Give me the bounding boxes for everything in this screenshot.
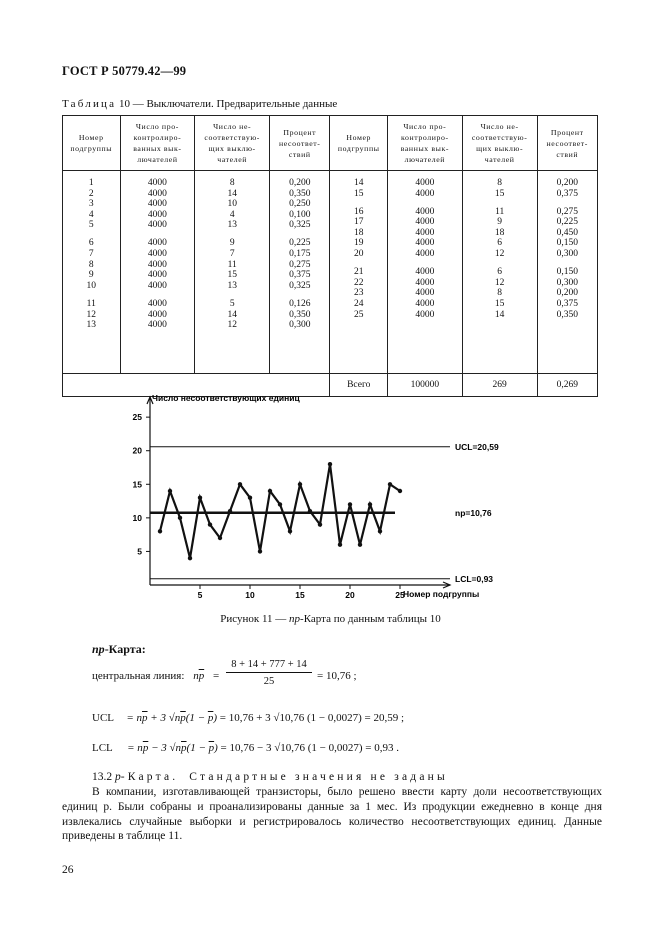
- data-point: [348, 502, 352, 506]
- table-cell: 15: [494, 188, 505, 199]
- control-line-label-center: np=10,76: [455, 507, 492, 518]
- table-cell: 0,300: [556, 249, 578, 260]
- table-cell: 0,375: [556, 298, 578, 309]
- total-percent: 0,269: [537, 374, 597, 397]
- table-cell: 9: [497, 217, 503, 228]
- equals-sign: =: [212, 670, 220, 682]
- np-title-text: -Карта:: [104, 642, 146, 656]
- table-cell: 6: [497, 238, 503, 249]
- y-axis-label: Число несоответствующих единиц: [152, 393, 300, 403]
- table-cell: 0,150: [556, 238, 578, 249]
- table-cell: 0,225: [289, 238, 311, 249]
- table-cell: 4000: [147, 199, 167, 210]
- np-chart-title: [92, 642, 146, 657]
- table-header-row: [63, 116, 598, 171]
- y-tick-label: 10: [132, 512, 142, 523]
- table-cell: 23: [353, 288, 364, 299]
- table-cell: 0,126: [289, 298, 311, 309]
- data-point: [308, 509, 312, 513]
- table-cell: 8: [497, 288, 503, 299]
- data-point: [278, 502, 282, 506]
- data-point: [368, 502, 372, 506]
- data-point: [198, 496, 202, 500]
- table-cell: 4000: [415, 206, 435, 217]
- col-right-subgroup: [330, 171, 388, 374]
- table-cell: 0,275: [556, 206, 578, 217]
- table-cell: 4000: [415, 227, 435, 238]
- table-cell: 0,350: [289, 188, 311, 199]
- data-point: [398, 489, 402, 493]
- table-cell: 4000: [415, 249, 435, 260]
- data-point: [318, 522, 322, 526]
- page-number: 26: [62, 864, 74, 876]
- table-cell: 4000: [415, 288, 435, 299]
- table-cell: 12: [494, 277, 505, 288]
- data-point: [228, 509, 232, 513]
- table-cell: 14: [227, 309, 237, 320]
- center-line-label: центральная линия:: [92, 670, 185, 682]
- data-point: [338, 543, 342, 547]
- table-cell: 4000: [147, 298, 167, 309]
- table-cell: 4000: [147, 309, 167, 320]
- body-paragraph: В компании, изготавливающей транзисторы, было решено ввести карту доли несоответствующих единиц p. Были собраны и проанализированы данные за 1 мес. Из продукции ежедневно в конце дня извлекались случайные выборки и регистрировалось количество несоответствующих единиц. Данные приведены в таблице 11.: [62, 786, 602, 843]
- np-title-italic: np: [92, 642, 105, 656]
- table-cell: 12: [86, 309, 96, 320]
- lcl-value-text: = 10,76 − 3 √10,76 (1 − 0,0027) = 0,93 .: [220, 742, 399, 754]
- col-header-inspected-left: Число про-контролиро-ванных вык-лючателей: [120, 116, 195, 171]
- col-header-percent-right: Процент несоответ-ствий: [537, 116, 597, 171]
- table-cell: 18: [494, 227, 505, 238]
- table-cell: 0,350: [556, 309, 578, 320]
- table-cell: 4000: [415, 298, 435, 309]
- table-cell: 24: [353, 298, 364, 309]
- center-result: = 10,76 ;: [317, 670, 357, 682]
- table-cell: 14: [494, 309, 505, 320]
- table-cell: 5: [88, 220, 94, 231]
- table-cell: 0,450: [556, 227, 578, 238]
- table-cell: 13: [86, 320, 96, 331]
- table-cell: 4000: [147, 220, 167, 231]
- data-table: [62, 115, 598, 397]
- table-cell: 0,325: [289, 280, 311, 291]
- table-cell: 9: [88, 270, 94, 281]
- table-cell: 0,300: [289, 320, 311, 331]
- data-point: [248, 496, 252, 500]
- table-cell: 0,100: [289, 209, 311, 220]
- col-right-nonconforming: [462, 171, 537, 374]
- table-cell: 15: [353, 188, 364, 199]
- x-axis-label: Номер подгруппы: [403, 589, 480, 599]
- table-cell: 15: [494, 298, 505, 309]
- table-cell: 4: [229, 209, 235, 220]
- table-cell: 14: [227, 188, 237, 199]
- table-cell: 0,250: [289, 199, 311, 210]
- data-point: [178, 516, 182, 520]
- table-cell: 8: [497, 178, 503, 188]
- x-tick-label: 10: [245, 590, 255, 600]
- y-tick-label: 5: [137, 546, 142, 557]
- table-cell: 20: [353, 249, 364, 260]
- table-cell: 1: [88, 178, 94, 188]
- lcl-formula: [92, 742, 399, 754]
- table-cell: 3: [88, 199, 94, 210]
- table-cell: 5: [229, 298, 235, 309]
- table-cell: 4000: [415, 309, 435, 320]
- table-cell: 0,200: [556, 288, 578, 299]
- ucl-value-text: = 10,76 + 3 √10,76 (1 − 0,0027) = 20,59 ;: [219, 712, 404, 724]
- table-cell: 0,150: [556, 267, 578, 278]
- table-cell: 0,300: [556, 277, 578, 288]
- col-header-percent-left: Процент несоответ-ствий: [270, 116, 330, 171]
- section-title-text: -Карта.: [120, 771, 179, 783]
- data-point: [158, 529, 162, 533]
- table-cell: 7: [88, 249, 94, 260]
- table-cell: 4000: [415, 238, 435, 249]
- col-right-percent: [537, 171, 597, 374]
- table-cell: 19: [353, 238, 364, 249]
- ucl-formula: [92, 712, 404, 724]
- table-cell: 0,325: [289, 220, 311, 231]
- table-cell: 8: [229, 178, 235, 188]
- total-nonconforming: 269: [462, 374, 537, 397]
- data-point: [168, 489, 172, 493]
- lcl-label: LCL: [92, 742, 113, 754]
- table-cell: 4000: [415, 178, 435, 188]
- x-tick-label: 25: [395, 590, 405, 600]
- section-subtitle: Стандартные значения не заданы: [189, 771, 448, 783]
- center-line-formula: [92, 670, 219, 682]
- table-cell: 0,375: [289, 270, 311, 281]
- col-left-subgroup: [63, 171, 121, 374]
- col-left-percent: [270, 171, 330, 374]
- control-line-label-lcl: LCL=0,93: [455, 573, 494, 584]
- table-cell: 4000: [147, 270, 167, 281]
- data-point: [268, 489, 272, 493]
- ucl-label: UCL: [92, 712, 114, 724]
- table-cell: 13: [227, 220, 237, 231]
- section-number: 13.2: [92, 771, 113, 783]
- np-chart: [100, 385, 530, 605]
- control-line-label-ucl: UCL=20,59: [455, 441, 499, 452]
- table-cell: 4000: [147, 280, 167, 291]
- section-heading: [92, 771, 448, 783]
- y-tick-label: 20: [132, 445, 142, 456]
- table-cell: 0,225: [556, 217, 578, 228]
- table-cell: 0,350: [289, 309, 311, 320]
- table-cell: 4000: [147, 178, 167, 188]
- data-point: [378, 529, 382, 533]
- table-cell: 2: [88, 188, 94, 199]
- y-tick-label: 15: [132, 479, 142, 490]
- data-point: [358, 543, 362, 547]
- y-tick-label: 25: [132, 412, 142, 423]
- table-cell: 4000: [147, 259, 167, 270]
- data-point: [218, 536, 222, 540]
- table-cell: 11: [495, 206, 505, 217]
- col-header-nonconforming-left: Число не-соответствую-щих выклю-чателей: [195, 116, 270, 171]
- table-cell: 4000: [147, 249, 167, 260]
- data-point: [188, 556, 192, 560]
- table-cell: 14: [353, 178, 364, 188]
- data-point: [288, 529, 292, 533]
- col-header-subgroup-left: Номер подгруппы: [63, 116, 121, 171]
- figure-caption-text: -Карта по данным таблицы 10: [300, 613, 441, 625]
- table-cell: 25: [353, 309, 364, 320]
- table-cell: 0,275: [289, 259, 311, 270]
- table-cell: 11: [227, 259, 237, 270]
- x-tick-label: 20: [345, 590, 355, 600]
- table-cell: 0,200: [556, 178, 578, 188]
- col-left-inspected: [120, 171, 195, 374]
- table-cell: 8: [88, 259, 94, 270]
- table-cell: 11: [86, 298, 96, 309]
- table-cell: 22: [353, 277, 364, 288]
- center-fraction: [226, 659, 312, 687]
- data-point: [298, 482, 302, 486]
- data-point: [328, 462, 332, 466]
- table-cell: 18: [353, 227, 364, 238]
- data-point: [388, 482, 392, 486]
- col-right-inspected: [387, 171, 462, 374]
- table-cell: 7: [229, 249, 235, 260]
- table-cell: 4000: [147, 238, 167, 249]
- table-cell: 4000: [415, 217, 435, 228]
- figure-caption: [0, 613, 661, 625]
- x-tick-label: 5: [197, 590, 203, 600]
- table-cell: 15: [227, 270, 237, 281]
- table-cell: 21: [353, 267, 364, 278]
- total-inspected: 100000: [387, 374, 462, 397]
- table-caption-text: 10 — Выключатели. Предварительные данные: [118, 98, 338, 110]
- table-cell: 4000: [147, 209, 167, 220]
- table-cell: 4000: [147, 320, 167, 331]
- table-cell: 16: [353, 206, 364, 217]
- table-cell: 0,375: [556, 188, 578, 199]
- col-left-nonconforming: [195, 171, 270, 374]
- total-label: Всего: [330, 374, 388, 397]
- col-header-nonconforming-right: Число не-соответствую-щих выклю-чателей: [462, 116, 537, 171]
- np-symbol: $n\overline{p}$: [193, 670, 205, 682]
- figure-caption-italic: np: [289, 613, 301, 625]
- table-cell: 10: [227, 199, 237, 210]
- table-cell: 10: [86, 280, 96, 291]
- data-point: [208, 522, 212, 526]
- table-cell: 6: [497, 267, 503, 278]
- table-cell: 4: [88, 209, 94, 220]
- table-cell: 17: [353, 217, 364, 228]
- doc-header: ГОСТ Р 50779.42—99: [62, 64, 187, 78]
- figure-caption-prefix: Рисунок 11 —: [220, 613, 290, 625]
- table-cell: 4000: [147, 188, 167, 199]
- col-header-subgroup-right: Номер подгруппы: [330, 116, 388, 171]
- table-caption-prefix: Таблица: [62, 98, 117, 110]
- x-tick-label: 15: [295, 590, 305, 600]
- table-cell: 4000: [415, 277, 435, 288]
- ucl-np-term: = $n\overline{p} + 3$ $√n\overline{p}(1 - \overline{p})$: [126, 712, 218, 724]
- table-body-row: [63, 171, 598, 374]
- table-cell: 13: [227, 280, 237, 291]
- data-point: [258, 549, 262, 553]
- table-cell: 0,200: [289, 178, 311, 188]
- table-cell: 0,175: [289, 249, 311, 260]
- section-title-italic: p: [115, 771, 121, 783]
- center-denominator: 25: [263, 676, 275, 687]
- table-cell: 12: [227, 320, 237, 331]
- table-cell: 4000: [415, 188, 435, 199]
- table-cell: 4000: [415, 267, 435, 278]
- col-header-inspected-right: Число про-контролиро-ванных вык-лючателей: [387, 116, 462, 171]
- table-cell: 6: [88, 238, 94, 249]
- table-cell: 9: [229, 238, 235, 249]
- center-numerator: 8 + 14 + 777 + 14: [226, 659, 312, 673]
- table-cell: 12: [494, 249, 505, 260]
- lcl-np-term: = $n\overline{p} - 3$ $√n\overline{p}(1 - \overline{p})$: [127, 742, 218, 754]
- data-series-line: [160, 464, 400, 558]
- table-caption: [62, 98, 337, 110]
- data-point: [238, 482, 242, 486]
